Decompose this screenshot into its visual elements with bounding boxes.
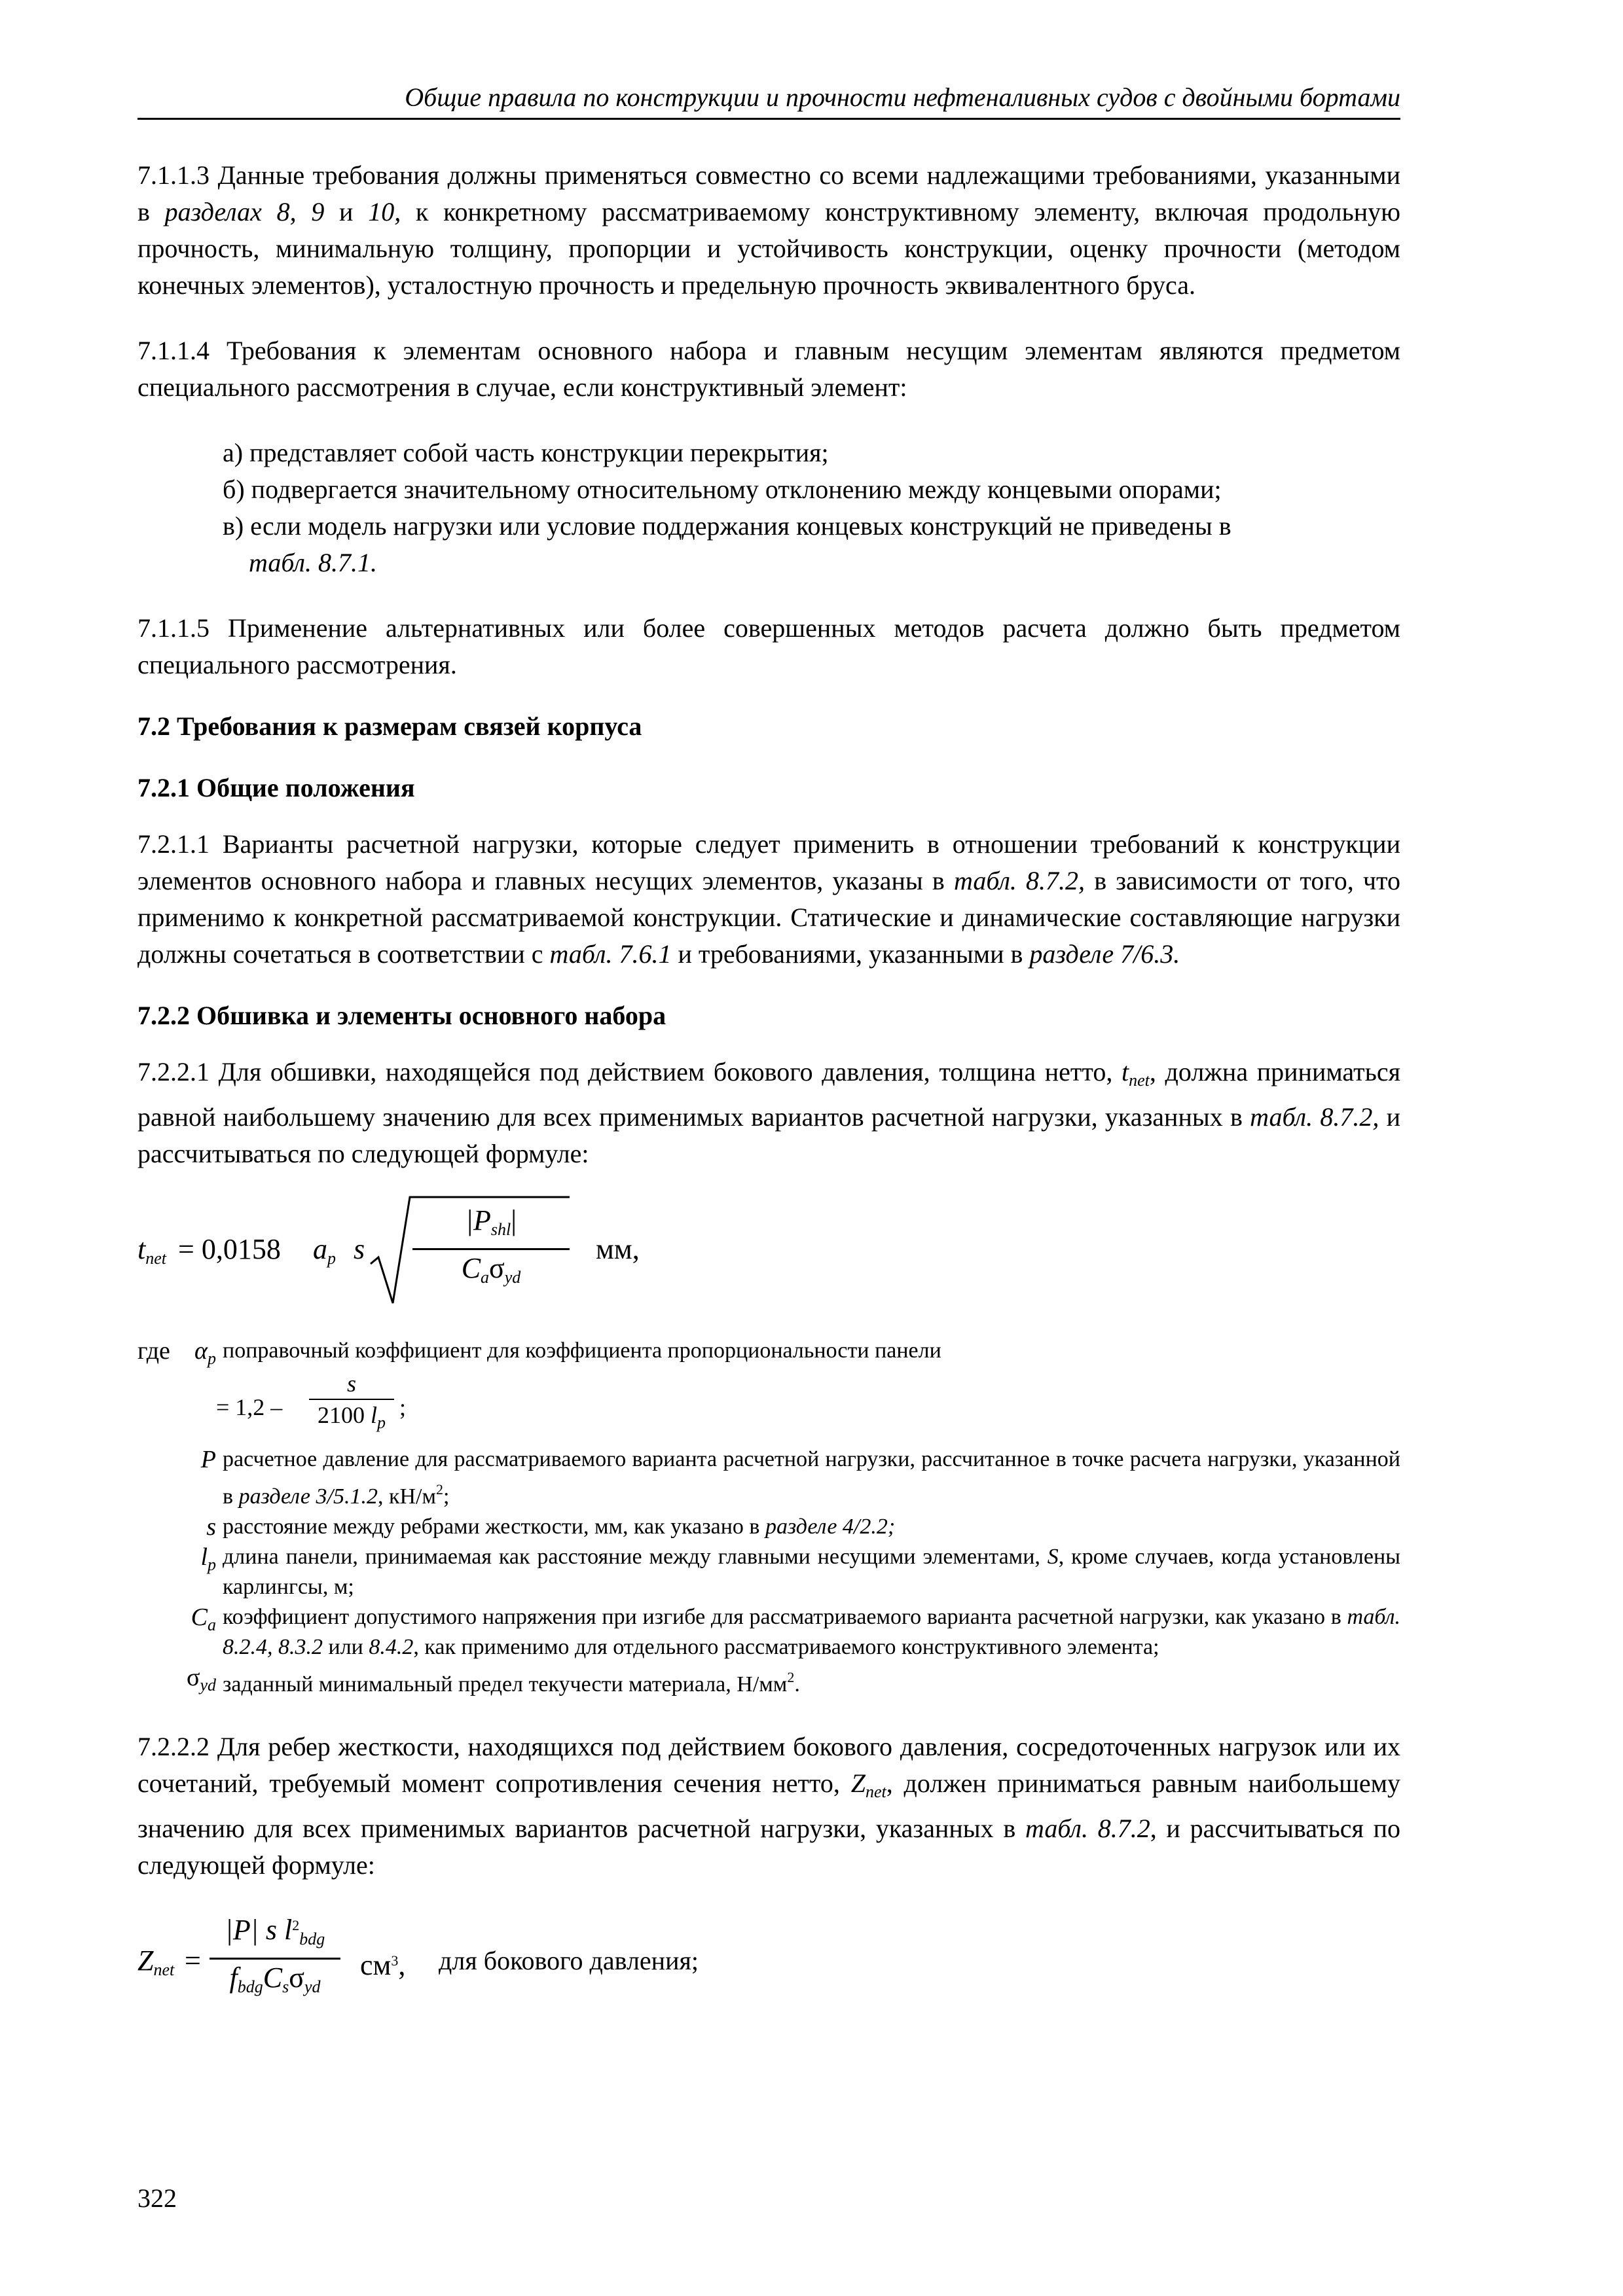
definition-symbol: s	[206, 1513, 216, 1541]
definition-symbol: P	[200, 1446, 216, 1473]
formula-lhs: $t_{net}$	[137, 1233, 166, 1268]
alpha-fraction: s 2100 $l_p$	[309, 1369, 394, 1438]
definition-P: P расчетное давление для рассматриваемого варианта расчетной нагрузки, рассчитанное в точке расчета нагрузки, указанной в разделе 3/5.1.2, $кН/м^2$;	[137, 1444, 1400, 1512]
definitions-block	[137, 1336, 1400, 1700]
list-item: в) если модель нагрузки или условие поддержания концевых конструкций не приведены в	[223, 511, 1231, 541]
para-text: Для ребер жесткости, находящихся под действием бокового давления, сосредоточенных нагрузок или их сочетаний, требуемый момент сопротивления сечения нетто,	[137, 1732, 1400, 1798]
symbol-subscript: net	[1129, 1071, 1150, 1090]
para-text: , должен приниматься равным наибольшему значению для всех применимых вариантов расчетной нагрузки, указанных в	[137, 1768, 1400, 1843]
para-text: , и рассчитываться по следующей формуле:	[137, 1814, 1401, 1880]
section-heading-7-2: 7.2 Требования к размерам связей корпуса	[137, 711, 642, 741]
symbol-subscript: net	[865, 1782, 886, 1801]
formula-fraction	[412, 1202, 570, 1296]
paragraph-7-1-1-3	[137, 157, 1400, 304]
condition-list	[137, 435, 1400, 581]
para-text: Применение альтернативных или более совершенных методов расчета должно быть предметом специального рассмотрения.	[137, 613, 1400, 679]
para-number: 7.1.1.5	[137, 613, 210, 643]
para-text: Данные требования должны применяться совместно со всеми надлежащими требованиями, указанными в	[137, 160, 1400, 226]
section-reference: 10,	[368, 197, 401, 226]
fraction-denominator: $f_{bdg}C_s\sigma_{yd}$	[229, 1962, 321, 1996]
formula-fraction	[210, 1907, 340, 2005]
symbol: Z	[850, 1768, 866, 1798]
formula-unit: мм,	[596, 1233, 640, 1265]
definition-Ca: $C_a$ коэффициент допустимого напряжения при изгибе для рассматриваемого варианта расчетной нагрузки, как указано в табл. 8.2.4, 8.3.2 или 8.4.2, как применимо для отдельного рассматриваемого конструктивного элемента;	[137, 1602, 1400, 1662]
section-reference: разделах 8, 9	[164, 197, 325, 226]
definition-text: поправочный коэффициент для коэффициента пропорциональности панели	[223, 1338, 941, 1363]
paragraph-7-2-1-1	[137, 826, 1400, 973]
para-text: и требованиями, указанными в	[671, 939, 1030, 969]
section-heading-7-2-2: 7.2.2 Обшивка и элементы основного набора	[137, 1001, 666, 1030]
formula-alpha: $a_p$	[313, 1233, 336, 1268]
definition-symbol: $C_a$	[191, 1604, 216, 1634]
formula-note: для бокового давления;	[439, 1946, 699, 1975]
fraction-denominator: $C_a\sigma_{yd}$	[461, 1252, 521, 1287]
formula-equals: =	[185, 1945, 201, 1977]
para-number: 7.2.1.1	[137, 829, 210, 859]
para-number: 7.1.1.4	[137, 336, 210, 365]
para-text: в зависимости от того, что применимо к конкретной рассматриваемой конструкции. Статические и динамические составляющие нагрузки должны сочетаться в соответствии с	[137, 866, 1401, 969]
para-text: и	[324, 197, 369, 226]
main-content	[137, 157, 1400, 2021]
formula-t-net	[137, 1192, 1400, 1316]
table-reference: табл. 7.6.1	[549, 939, 672, 969]
definition-symbol: $\alpha_p$	[194, 1337, 216, 1368]
para-text: к конкретному рассматриваемому конструктивному элементу, включая продольную прочность, минимальную толщину, пропорции и устойчивость конструкции, оценку прочности (методом конечных элементов), усталостную прочность и предельную прочность эквивалентного бруса.	[137, 197, 1401, 300]
table-reference: табл. 8.7.1.	[249, 548, 377, 577]
section-reference: разделе 7/6.3.	[1029, 939, 1180, 969]
para-number: 7.2.2.2	[137, 1732, 210, 1761]
definition-symbol: $\sigma_{yd}$	[186, 1664, 216, 1695]
paragraph-7-2-2-2	[137, 1729, 1400, 1884]
table-reference: табл. 8.7.2	[1025, 1814, 1150, 1843]
table-reference: табл. 8.7.2,	[1250, 1102, 1379, 1132]
running-title: Общие правила по конструкции и прочности нефтеналивных судов с двойными бортами	[405, 82, 1400, 112]
para-text: Варианты расчетной нагрузки, которые следует применить в отношении требований к конструкции элементов основного набора и главных несущих элементов, указаны в	[137, 829, 1400, 895]
para-text: Требования к элементам основного набора и главным несущим элементам являются предметом специального рассмотрения в случае, если конструктивный элемент:	[137, 336, 1400, 402]
section-heading-7-2-1: 7.2.1 Общие положения	[137, 773, 415, 802]
paragraph-7-1-1-5	[137, 610, 1400, 683]
definition-s: s расстояние между ребрами жесткости, мм, как указано в разделе 4/2.2;	[137, 1512, 1400, 1542]
fraction-numerator: |P| s $l^2_{bdg}$	[225, 1914, 325, 1948]
para-text: Для обшивки, находящейся под действием бокового давления, толщина нетто,	[210, 1057, 1122, 1086]
running-header	[137, 77, 1400, 120]
definition-alpha	[137, 1336, 1400, 1366]
list-item: б) подвергается значительному относительному отклонению между концевыми опорами;	[223, 475, 1222, 504]
para-text: , должна приниматься равной наибольшему значению для всех применимых вариантов расчетной нагрузки, указанных в	[137, 1057, 1400, 1132]
definition-symbol: $l_p$	[200, 1543, 216, 1574]
alpha-formula: = 1,2 – s 2100 $l_p$ ;	[137, 1366, 1400, 1444]
formula-z-net	[137, 1903, 1400, 2021]
para-text: и рассчитываться по следующей формуле:	[137, 1102, 1401, 1168]
fraction-numerator: $|P_{shl}|$	[465, 1204, 517, 1239]
list-item: а) представляет собой часть конструкции перекрытия;	[223, 438, 829, 467]
table-reference: табл. 8.7.2,	[953, 866, 1085, 895]
formula-s: s	[354, 1233, 365, 1265]
definition-sigma: $\sigma_{yd}$ заданный минимальный предел текучести материала, $Н/мм^2$.	[137, 1662, 1400, 1700]
para-number: 7.2.2.1	[137, 1057, 210, 1086]
para-number: 7.1.1.3	[137, 160, 210, 190]
symbol: t	[1121, 1057, 1129, 1086]
where-label: где	[137, 1337, 170, 1365]
page-number: 322	[137, 2183, 177, 2213]
definition-l: $l_p$ длина панели, принимаемая как расстояние между главными несущими элементами, S, кроме случаев, когда установлены карлингсы, м;	[137, 1542, 1400, 1602]
formula-lhs: $Z_{net}$	[137, 1945, 175, 1979]
formula-coefficient: = 0,0158	[178, 1233, 281, 1265]
formula-unit: $см^3$,	[360, 1949, 406, 1981]
paragraph-7-2-2-1	[137, 1054, 1400, 1172]
paragraph-7-1-1-4	[137, 332, 1400, 406]
